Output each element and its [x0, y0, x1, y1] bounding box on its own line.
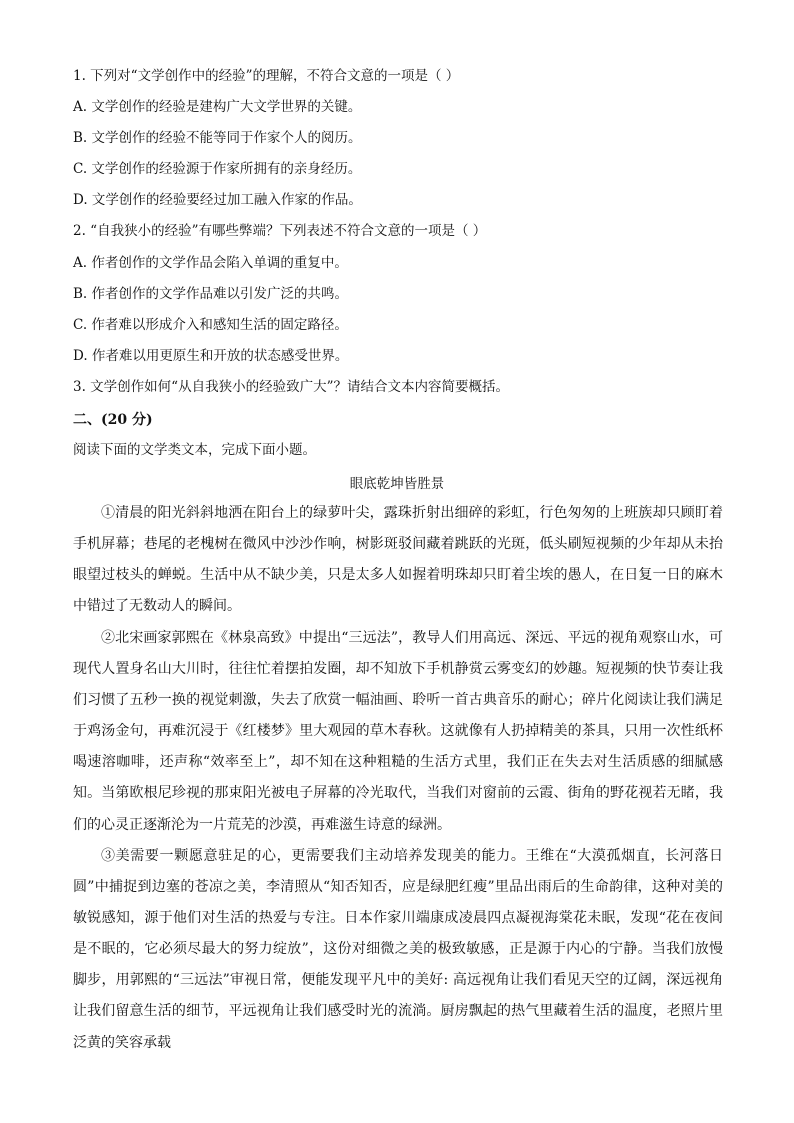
q2-option-c: C. 作者难以形成介入和感知生活的固定路径。: [73, 317, 348, 333]
q2-option-b: B. 作者创作的文学作品难以引发广泛的共鸣。: [73, 286, 349, 302]
section-heading: 二、(20 分): [73, 412, 153, 428]
section-instruction: 阅读下面的文学类文本，完成下面小题。: [73, 442, 316, 458]
q1-option-d: D. 文学创作的经验要经过加工融入作家的作品。: [73, 192, 362, 208]
question-3: 3. 文学创作如何“从自我狭小的经验致广大”？请结合文本内容简要概括。: [73, 379, 509, 395]
question-2: 2. “自我狭小的经验”有哪些弊端？下列表述不符合文意的一项是（ ）: [73, 223, 487, 239]
q1-option-b: B. 文学创作的经验不能等同于作家个人的阅历。: [73, 130, 362, 146]
paragraph-2: ②北宋画家郭熙在《林泉高致》中提出“三远法”，教导人们用高远、深远、平远的视角观察山水，可现代人置身名山大川时，往往忙着摆拍发圈，却不知放下手机静赏云雾变幻的妙趣。短视频的快节奏让我们习惯了五秒一换的视觉刺激，失去了欣赏一幅油画、聆听一首古典音乐的耐心；碎片化阅读让我们满足于鸡汤金句，再难沉浸于《红楼梦》里大观园的草木春秋。这就像有人扔掉精美的茶具，只用一次性纸杯喝速溶咖啡，还声称“效率至上”，却不知在这种粗糙的生活方式里，我们正在失去对生活质感的细腻感知。当第欧根尼珍视的那束阳光被电子屏幕的冷光取代，当我们对窗前的云霞、街角的野花视若无睹，我们的心灵正逐渐沦为一片荒芜的沙漠，再难滋生诗意的绿洲。: [73, 630, 723, 833]
q1-option-a: A. 文学创作的经验是建构广大文学世界的关键。: [73, 99, 362, 115]
q2-option-d: D. 作者难以用更原生和开放的状态感受世界。: [73, 348, 349, 364]
paragraph-1: ①清晨的阳光斜斜地洒在阳台上的绿萝叶尖，露珠折射出细碎的彩虹，行色匆匆的上班族却只顾盯着手机屏幕；巷尾的老槐树在微风中沙沙作响，树影斑驳间藏着跳跃的光斑，低头刷短视频的少年却从未抬眼望过枝头的蝉蜕。生活中从不缺少美，只是太多人如握着明珠却只盯着尘埃的愚人，在日复一日的麻木中错过了无数动人的瞬间。: [73, 505, 723, 615]
question-1: 1. 下列对“文学创作中的经验”的理解，不符合文意的一项是（ ）: [73, 68, 460, 84]
q1-option-c: C. 文学创作的经验源于作家所拥有的亲身经历。: [73, 161, 362, 177]
q2-option-a: A. 作者创作的文学作品会陷入单调的重复中。: [73, 255, 348, 271]
article-title: 眼底乾坤皆胜景: [349, 476, 445, 492]
paragraph-3: ③美需要一颗愿意驻足的心，更需要我们主动培养发现美的能力。王维在“大漠孤烟直，长河落日圆”中捕捉到边塞的苍凉之美，李清照从“知否知否，应是绿肥红瘦”里品出雨后的生命韵律，这种对美的敏锐感知，源于他们对生活的热爱与专注。日本作家川端康成凌晨四点凝视海棠花未眠，发现“花在夜间是不眠的，它必须尽最大的努力绽放”，这份对细微之美的极致敏感，正是源于内心的宁静。当我们放慢脚步，用郭熙的“三远法”审视日常，便能发现平凡中的美好: 高远视角让我们看见天空的辽阔，深远视角让我们留意生活的细节，平远视角让我们感受时光的流淌。厨房飘起的热气里藏着生活的温度，老照片里泛黄的笑容承载: [73, 848, 723, 1051]
